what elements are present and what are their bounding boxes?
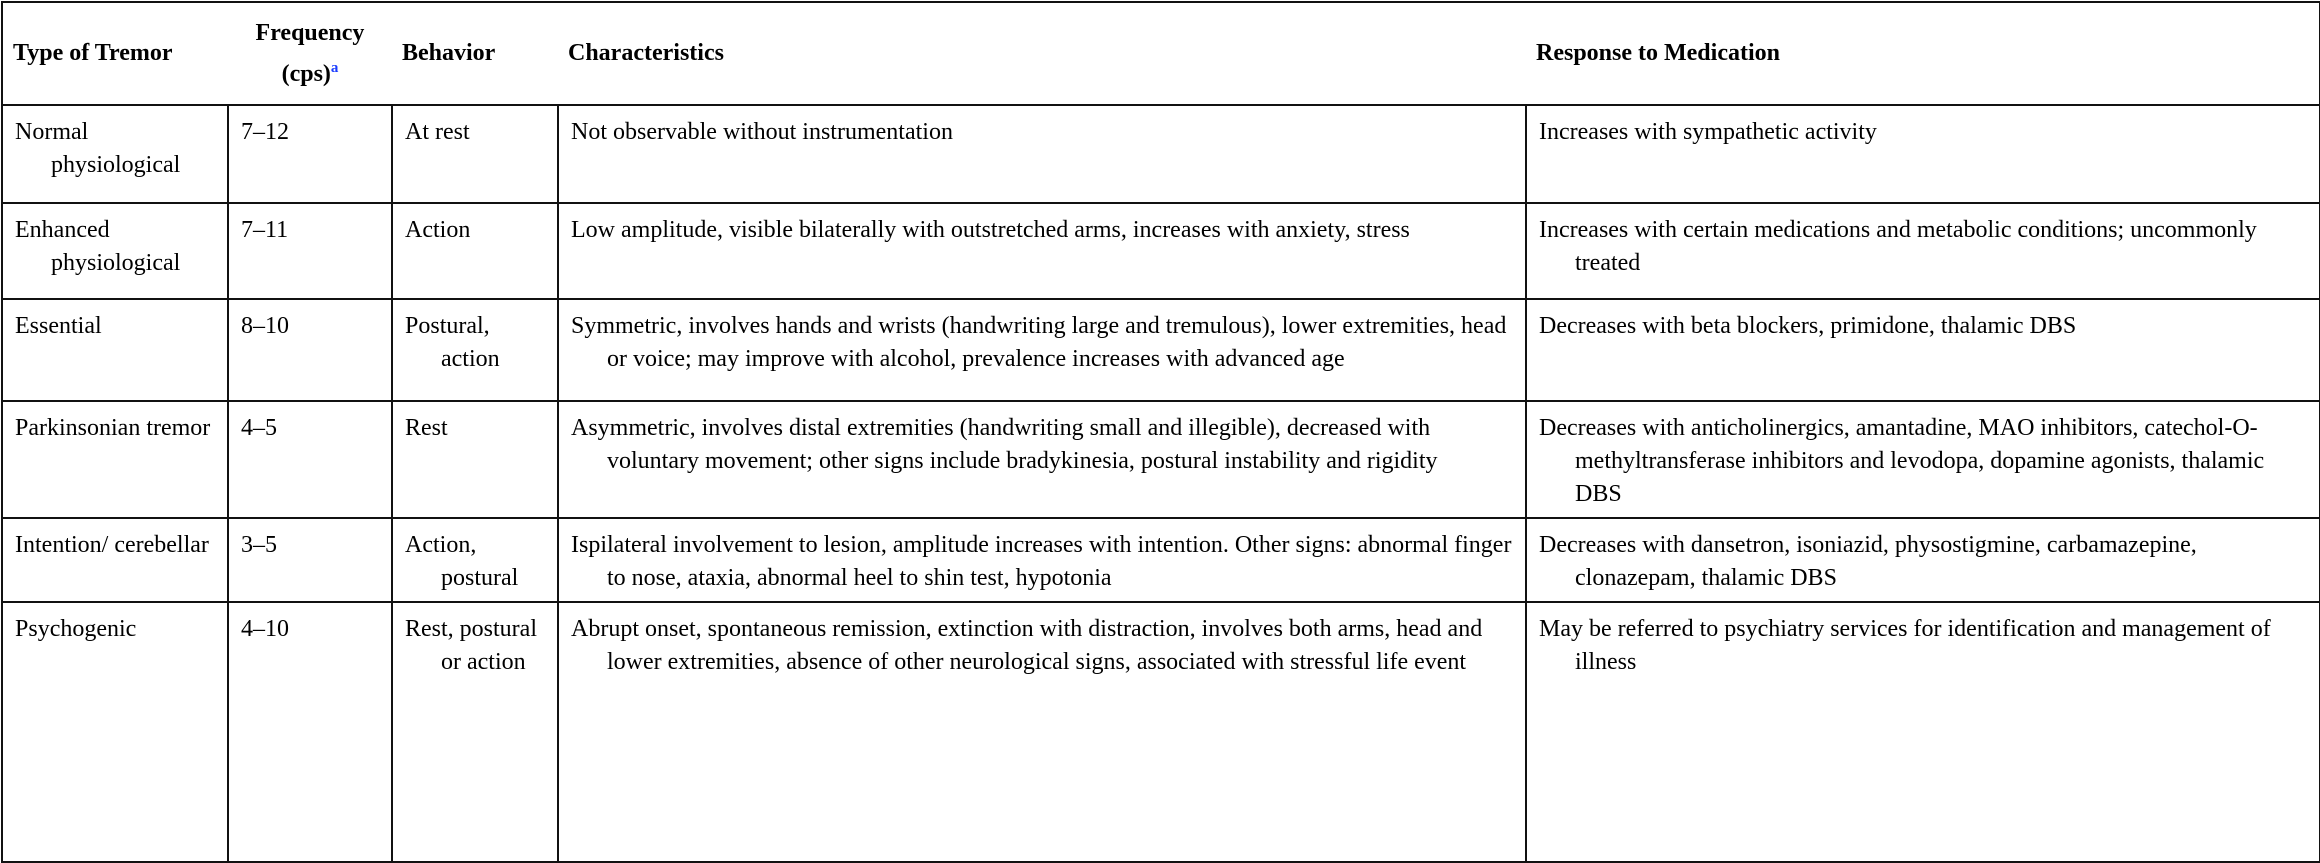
behavior-text: Rest xyxy=(405,415,448,441)
response-text: Increases with certain medications and metabolic conditions; uncommonly treated xyxy=(1539,217,2257,276)
frequency-text: 7–12 xyxy=(241,119,289,145)
cell-type xyxy=(2,299,228,401)
frequency-text: 4–10 xyxy=(241,616,289,642)
response-text: Decreases with dansetron, isoniazid, physostigmine, carbamazepine, clonazepam, thalamic DBS xyxy=(1539,532,2197,591)
frequency-text: 3–5 xyxy=(241,532,277,558)
table-row xyxy=(2,602,2320,862)
header-frequency-line1: Frequency xyxy=(255,19,365,46)
table-row xyxy=(2,401,2320,518)
cell-behavior xyxy=(392,602,558,862)
frequency-text: 4–5 xyxy=(241,415,277,441)
behavior-text: Action xyxy=(405,217,471,243)
response-text: Decreases with anticholinergics, amantadine, MAO inhibitors, catechol-O-methyltransferase inhibitors and levodopa, dopamine agonists, thalamic DBS xyxy=(1539,415,2265,507)
type-text: Enhanced physiological xyxy=(15,217,181,276)
cell-characteristics xyxy=(558,401,1526,518)
behavior-text: Rest, postural or action xyxy=(405,616,537,675)
cell-frequency xyxy=(228,105,392,203)
table-row xyxy=(2,105,2320,203)
cell-response xyxy=(1526,602,2320,862)
footnote-link[interactable]: a xyxy=(330,59,339,76)
cell-type xyxy=(2,203,228,299)
header-frequency-line2: (cps) xyxy=(281,60,331,87)
characteristics-text: Asymmetric, involves distal extremities (handwriting small and illegible), decreased with voluntary movement; other signs include bradykinesia, postural instability and rigidity xyxy=(571,415,1438,474)
header-characteristics: Characteristics xyxy=(558,2,1526,105)
table-row xyxy=(2,518,2320,602)
header-behavior: Behavior xyxy=(392,2,558,105)
cell-frequency xyxy=(228,299,392,401)
header-response: Response to Medication xyxy=(1526,2,2320,105)
cell-behavior xyxy=(392,203,558,299)
characteristics-text: Ispilateral involvement to lesion, amplitude increases with intention. Other signs: abnormal finger to nose, ataxia, abnormal heel to shin test, hypotonia xyxy=(571,532,1512,591)
type-text: Parkinsonian tremor xyxy=(15,415,211,441)
type-text: Intention/ cerebellar xyxy=(15,532,209,558)
cell-behavior xyxy=(392,299,558,401)
response-text: Increases with sympathetic activity xyxy=(1539,119,1877,145)
characteristics-text: Not observable without instrumentation xyxy=(571,119,953,145)
table-row xyxy=(2,299,2320,401)
type-text: Essential xyxy=(15,313,102,339)
response-text: Decreases with beta blockers, primidone, thalamic DBS xyxy=(1539,313,2077,339)
characteristics-text: Abrupt onset, spontaneous remission, extinction with distraction, involves both arms, head and lower extremities, absence of other neurological signs, associated with stressful life event xyxy=(571,616,1483,675)
cell-frequency xyxy=(228,401,392,518)
header-type: Type of Tremor xyxy=(2,2,228,105)
cell-characteristics xyxy=(558,105,1526,203)
cell-response xyxy=(1526,105,2320,203)
header-frequency xyxy=(228,2,392,105)
behavior-text: Action, postural xyxy=(405,532,519,591)
characteristics-text: Low amplitude, visible bilaterally with outstretched arms, increases with anxiety, stress xyxy=(571,217,1410,243)
cell-type xyxy=(2,518,228,602)
frequency-text: 8–10 xyxy=(241,313,289,339)
behavior-text: At rest xyxy=(405,119,470,145)
cell-frequency xyxy=(228,518,392,602)
cell-type xyxy=(2,105,228,203)
cell-type xyxy=(2,602,228,862)
cell-response xyxy=(1526,203,2320,299)
cell-response xyxy=(1526,299,2320,401)
cell-behavior xyxy=(392,518,558,602)
cell-behavior xyxy=(392,401,558,518)
cell-behavior xyxy=(392,105,558,203)
cell-response xyxy=(1526,401,2320,518)
behavior-text: Postural, action xyxy=(405,313,500,372)
frequency-text: 7–11 xyxy=(241,217,289,243)
cell-response xyxy=(1526,518,2320,602)
cell-characteristics xyxy=(558,602,1526,862)
cell-characteristics xyxy=(558,203,1526,299)
characteristics-text: Symmetric, involves hands and wrists (handwriting large and tremulous), lower extremities, head or voice; may improve with alcohol, prevalence increases with advanced age xyxy=(571,313,1507,372)
cell-characteristics xyxy=(558,299,1526,401)
response-text: May be referred to psychiatry services for identification and management of illness xyxy=(1539,616,2271,675)
cell-frequency xyxy=(228,203,392,299)
cell-characteristics xyxy=(558,518,1526,602)
type-text: Normal physiological xyxy=(15,119,181,178)
cell-type xyxy=(2,401,228,518)
tremor-types-table xyxy=(1,1,2320,863)
type-text: Psychogenic xyxy=(15,616,137,642)
table-row xyxy=(2,203,2320,299)
cell-frequency xyxy=(228,602,392,862)
table-header-row xyxy=(2,2,2320,105)
